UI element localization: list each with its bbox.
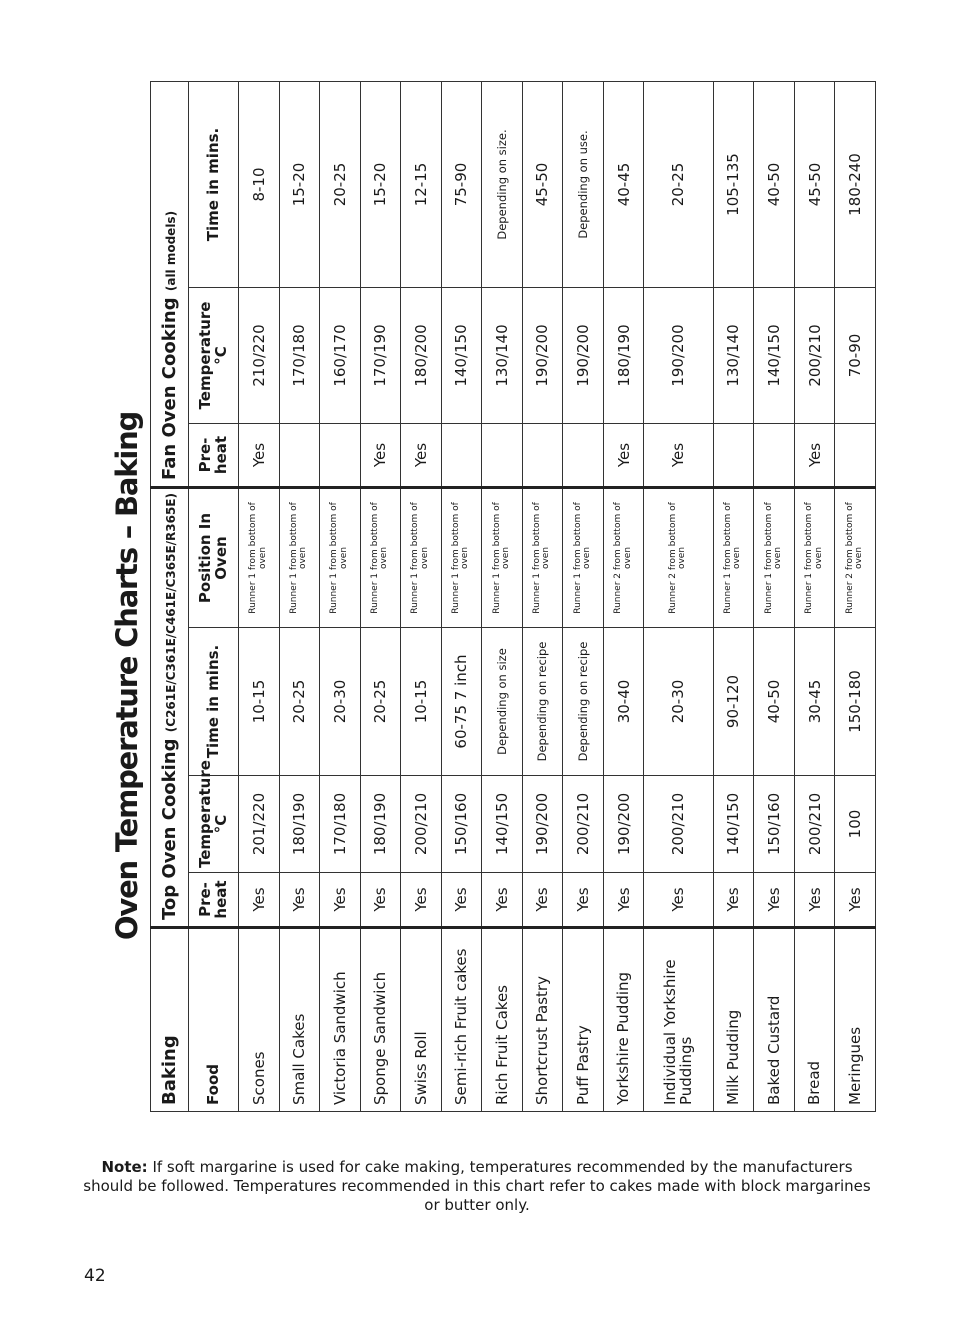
cell-food: Individual Yorkshire Puddings: [644, 928, 713, 1112]
cell-f-temp: 180/200: [401, 288, 442, 424]
cell-f-time: 45-50: [522, 82, 563, 288]
cell-t-pos: Runner 2 from bottom of oven: [644, 488, 713, 628]
cell-t-pre: Yes: [401, 873, 442, 928]
cell-food: Rich Fruit Cakes: [482, 928, 523, 1112]
cell-t-time: Depending on recipe: [522, 628, 563, 776]
cell-t-pos: Runner 1 from bottom of oven: [754, 488, 795, 628]
table-row: [522, 82, 563, 1112]
cell-f-time: 40-50: [754, 82, 795, 288]
cell-t-pos: Runner 1 from bottom of oven: [482, 488, 523, 628]
cell-f-pre: [563, 424, 604, 488]
cell-t-pre: Yes: [563, 873, 604, 928]
cell-t-time: Depending on recipe: [563, 628, 604, 776]
page-title: Oven Temperature Charts – Baking: [110, 411, 144, 941]
baking-table-rotated: [150, 82, 876, 1112]
cell-f-pre: [522, 424, 563, 488]
cell-food: Sponge Sandwich: [360, 928, 401, 1112]
cell-t-temp: 180/190: [279, 776, 320, 873]
cell-t-time: 150-180: [835, 628, 876, 776]
table-row: [603, 82, 644, 1112]
cell-food: Milk Pudding: [713, 928, 754, 1112]
cell-t-pos: Runner 1 from bottom of oven: [279, 488, 320, 628]
cell-t-time: Depending on size: [482, 628, 523, 776]
cell-f-time: 20-25: [320, 82, 361, 288]
cell-f-time: 45-50: [794, 82, 835, 288]
cell-f-temp: 140/150: [754, 288, 795, 424]
cell-t-pos: Runner 1 from bottom of oven: [360, 488, 401, 628]
cell-f-temp: 190/200: [644, 288, 713, 424]
cell-f-time: 12-15: [401, 82, 442, 288]
table-row: [713, 82, 754, 1112]
cell-t-temp: 100: [835, 776, 876, 873]
cell-f-pre: [441, 424, 482, 488]
cell-t-temp: 170/180: [320, 776, 361, 873]
cell-t-temp: 200/210: [644, 776, 713, 873]
table-row: [401, 82, 442, 1112]
cell-f-pre: Yes: [360, 424, 401, 488]
cell-t-temp: 190/200: [522, 776, 563, 873]
cell-t-time: 30-45: [794, 628, 835, 776]
cell-t-temp: 200/210: [794, 776, 835, 873]
table-row: [360, 82, 401, 1112]
col-top-time: Time in mins.: [189, 628, 239, 776]
col-food: Food: [189, 928, 239, 1112]
cell-t-pos: Runner 1 from bottom of oven: [563, 488, 604, 628]
cell-f-temp: 190/200: [522, 288, 563, 424]
cell-f-temp: 130/140: [482, 288, 523, 424]
cell-t-pre: Yes: [360, 873, 401, 928]
cell-food: Semi-rich Fruit cakes: [441, 928, 482, 1112]
cell-t-time: 20-30: [644, 628, 713, 776]
cell-t-pre: Yes: [239, 873, 280, 928]
cell-f-temp: 190/200: [563, 288, 604, 424]
cell-f-pre: Yes: [603, 424, 644, 488]
cell-t-temp: 180/190: [360, 776, 401, 873]
cell-t-pre: Yes: [754, 873, 795, 928]
cell-t-temp: 140/150: [713, 776, 754, 873]
cell-t-pre: Yes: [441, 873, 482, 928]
cell-t-temp: 150/160: [441, 776, 482, 873]
cell-t-time: 10-15: [239, 628, 280, 776]
cell-f-time: 15-20: [360, 82, 401, 288]
table-row: [563, 82, 604, 1112]
cell-t-pos: Runner 1 from bottom of oven: [441, 488, 482, 628]
note-text: If soft margarine is used for cake making, temperatures recommended by the manufacturers should be followed. Temperatures recommended in this chart refer to cakes made with block margarines or butter only.: [83, 1158, 871, 1214]
cell-f-pre: [482, 424, 523, 488]
cell-t-time: 40-50: [754, 628, 795, 776]
cell-t-pos: Runner 2 from bottom of oven: [603, 488, 644, 628]
table-row: [239, 82, 280, 1112]
cell-food: Bread: [794, 928, 835, 1112]
cell-t-temp: 150/160: [754, 776, 795, 873]
section-baking: Baking: [151, 928, 189, 1112]
cell-t-pos: Runner 2 from bottom of oven: [835, 488, 876, 628]
table-row: [794, 82, 835, 1112]
cell-t-temp: 200/210: [401, 776, 442, 873]
cell-t-pre: Yes: [644, 873, 713, 928]
cell-t-time: 60-75 7 inch: [441, 628, 482, 776]
section-top-models: (C261E/C361E/C461E/C365E/R365E): [164, 493, 178, 733]
cell-f-time: 20-25: [644, 82, 713, 288]
cell-f-temp: 130/140: [713, 288, 754, 424]
cell-f-pre: [754, 424, 795, 488]
cell-food: Small Cakes: [279, 928, 320, 1112]
cell-f-pre: Yes: [239, 424, 280, 488]
cell-f-pre: [713, 424, 754, 488]
cell-f-temp: 200/210: [794, 288, 835, 424]
cell-f-pre: [320, 424, 361, 488]
cell-t-pos: Runner 1 from bottom of oven: [401, 488, 442, 628]
cell-t-pos: Runner 1 from bottom of oven: [239, 488, 280, 628]
note-label: Note:: [101, 1158, 148, 1176]
col-fan-time: Time in mins.: [189, 82, 239, 288]
cell-t-pos: Runner 1 from bottom of oven: [320, 488, 361, 628]
cell-t-pos: Runner 1 from bottom of oven: [713, 488, 754, 628]
cell-t-pre: Yes: [603, 873, 644, 928]
section-top-label: Top Oven Cooking: [159, 738, 180, 920]
cell-f-time: 180-240: [835, 82, 876, 288]
cell-f-time: 15-20: [279, 82, 320, 288]
cell-food: Baked Custard: [754, 928, 795, 1112]
note: [80, 1158, 874, 1215]
cell-t-pre: Yes: [794, 873, 835, 928]
cell-t-time: 10-15: [401, 628, 442, 776]
cell-f-time: Depending on size.: [482, 82, 523, 288]
cell-t-pre: Yes: [279, 873, 320, 928]
cell-f-time: 40-45: [603, 82, 644, 288]
cell-t-temp: 200/210: [563, 776, 604, 873]
table-row: [482, 82, 523, 1112]
cell-f-pre: Yes: [794, 424, 835, 488]
cell-f-pre: Yes: [644, 424, 713, 488]
cell-t-pre: Yes: [320, 873, 361, 928]
cell-t-temp: 201/220: [239, 776, 280, 873]
cell-t-time: 30-40: [603, 628, 644, 776]
table-row: [754, 82, 795, 1112]
col-top-preheat: Pre-heat: [189, 873, 239, 928]
cell-food: Yorkshire Pudding: [603, 928, 644, 1112]
section-fan-oven: [151, 82, 189, 488]
table-row: [279, 82, 320, 1112]
cell-t-pos: Runner 1 from bottom of oven: [794, 488, 835, 628]
cell-f-temp: 170/180: [279, 288, 320, 424]
cell-t-temp: 140/150: [482, 776, 523, 873]
cell-f-time: 105-135: [713, 82, 754, 288]
cell-f-time: Depending on use.: [563, 82, 604, 288]
cell-f-pre: Yes: [401, 424, 442, 488]
cell-f-pre: [279, 424, 320, 488]
cell-food: Puff Pastry: [563, 928, 604, 1112]
cell-f-pre: [835, 424, 876, 488]
cell-food: Meringues: [835, 928, 876, 1112]
cell-t-time: 20-25: [360, 628, 401, 776]
cell-t-temp: 190/200: [603, 776, 644, 873]
cell-food: Swiss Roll: [401, 928, 442, 1112]
cell-t-time: 90-120: [713, 628, 754, 776]
cell-food: Scones: [239, 928, 280, 1112]
cell-food: Victoria Sandwich: [320, 928, 361, 1112]
section-top-oven: [151, 488, 189, 928]
table-row: [441, 82, 482, 1112]
cell-t-pre: Yes: [482, 873, 523, 928]
cell-food: Shortcrust Pastry: [522, 928, 563, 1112]
section-fan-models: (all models): [164, 210, 178, 292]
cell-f-temp: 180/190: [603, 288, 644, 424]
table-row: [835, 82, 876, 1112]
cell-f-temp: 210/220: [239, 288, 280, 424]
cell-f-temp: 160/170: [320, 288, 361, 424]
cell-t-pre: Yes: [713, 873, 754, 928]
section-fan-label: Fan Oven Cooking: [159, 297, 180, 480]
cell-t-pos: Runner 1 from bottom of oven: [522, 488, 563, 628]
cell-t-time: 20-25: [279, 628, 320, 776]
col-top-position: Position In Oven: [189, 488, 239, 628]
page-number: 42: [84, 1266, 106, 1286]
cell-f-temp: 140/150: [441, 288, 482, 424]
cell-t-pre: Yes: [522, 873, 563, 928]
cell-t-time: 20-30: [320, 628, 361, 776]
col-fan-temp: Temperature °C: [189, 288, 239, 424]
table-row: [320, 82, 361, 1112]
cell-f-time: 8-10: [239, 82, 280, 288]
cell-f-temp: 70-90: [835, 288, 876, 424]
cell-f-temp: 170/190: [360, 288, 401, 424]
baking-table: [150, 81, 876, 1112]
col-fan-preheat: Pre-heat: [189, 424, 239, 488]
col-top-temp: Temperature °C: [189, 776, 239, 873]
table-row: [644, 82, 713, 1112]
cell-t-pre: Yes: [835, 873, 876, 928]
cell-f-time: 75-90: [441, 82, 482, 288]
